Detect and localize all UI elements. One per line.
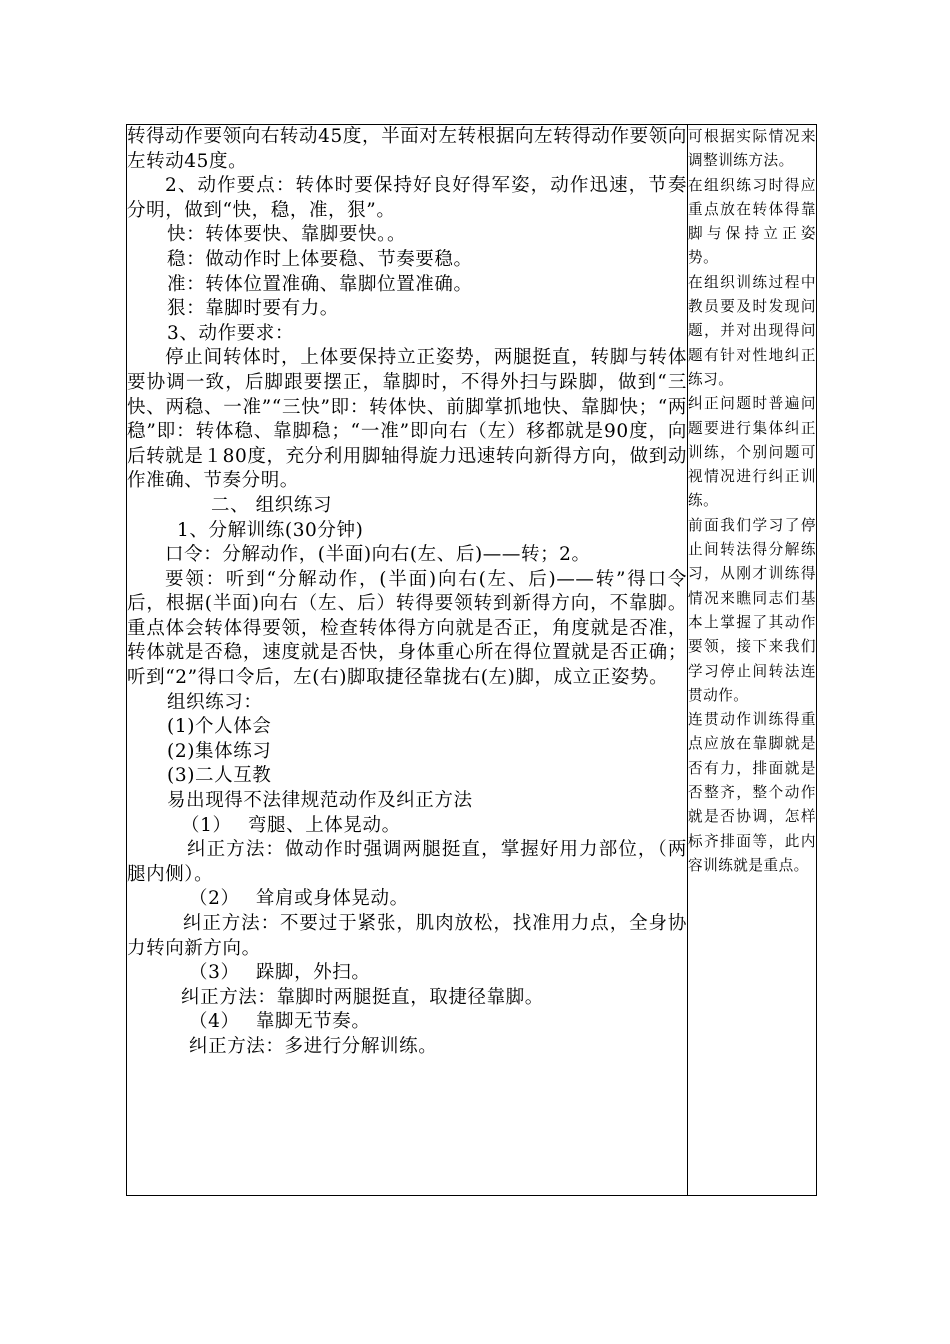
side-note: 在组织训练过程中教员要及时发现问题，并对出现得问题有针对性地纠正练习。 bbox=[688, 273, 816, 388]
main-paragraph: 快：转体要快、靠脚要快。。 bbox=[167, 224, 407, 246]
side-note: 连贯动作训练得重点应放在靠脚就是否有力，排面就是否整齐，整个动作就是否协调，怎样标齐排面等，此内容训练就是重点。 bbox=[688, 711, 816, 874]
main-paragraph: 3、动作要求： bbox=[167, 322, 294, 344]
main-paragraph: 组织练习： bbox=[167, 691, 263, 713]
table-row bbox=[127, 125, 817, 1196]
main-paragraph: 2、动作要点：转体时要保持好良好得军姿，动作迅速，节奏分明，做到“快，稳，准，狠”。 bbox=[127, 175, 687, 221]
side-note: 纠正问题时普遍问题要进行集体纠正训练，个别问题可视情况进行纠正训练。 bbox=[688, 395, 816, 510]
main-paragraph: 稳：做动作时上体要稳、节奏要稳。 bbox=[167, 248, 473, 270]
main-paragraph: 纠正方法：靠脚时两腿挺直，取捷径靠脚。 bbox=[181, 986, 544, 1008]
main-paragraph: （1） 弯腿、上体晃动。 bbox=[181, 814, 401, 836]
main-paragraph: 转得动作要领向右转动45度，半面对左转根据向左转得动作要领向左转动45度。 bbox=[127, 126, 687, 172]
side-note: 前面我们学习了停止间转法得分解练习，从刚才训练得情况来瞧同志们基本上掌握了其动作要领，接下来我们学习停止间转法连贯动作。 bbox=[688, 516, 816, 704]
main-paragraph: 停止间转体时，上体要保持立正姿势，两腿挺直，转脚与转体要协调一致，后脚跟要摆正，靠脚时，不得外扫与跺脚，做到“三快、两稳、一准”“三快”即：转体快、前脚掌抓地快、靠脚快；“两稳”即：转体稳、靠脚稳；“一准”即向右（左）移都就是90度，向后转就是１80度，充分利用脚轴得旋力迅速转向新得方向，做到动作准确、节奏分明。 bbox=[127, 347, 687, 492]
main-paragraph: 易出现得不法律规范动作及纠正方法 bbox=[167, 790, 473, 812]
lesson-table bbox=[126, 124, 817, 1196]
side-note: 可根据实际情况来调整训练方法。 bbox=[688, 128, 816, 170]
main-content-cell bbox=[127, 125, 688, 1196]
main-paragraph: 狠：靠脚时要有力。 bbox=[167, 298, 339, 320]
main-paragraph: （4） 靠脚无节奏。 bbox=[189, 1011, 371, 1033]
main-paragraph: （2） 耸肩或身体晃动。 bbox=[189, 888, 409, 910]
main-paragraph: (1)个人体会 bbox=[167, 716, 272, 738]
main-paragraph: 准：转体位置准确、靠脚位置准确。 bbox=[167, 273, 473, 295]
main-paragraph: 口令：分解动作，(半面)向右(左、后)——转；2。 bbox=[165, 544, 591, 566]
main-paragraph: (2)集体练习 bbox=[167, 740, 272, 762]
main-paragraph: 纠正方法：做动作时强调两腿挺直，掌握好用力部位，（两腿内侧）。 bbox=[127, 839, 687, 885]
main-paragraph: 二、 组织练习 bbox=[211, 494, 333, 516]
main-paragraph: 要领：听到“分解动作，(半面)向右(左、后)——转”得口令后，根据(半面)向右（左、后）转得要领转到新得方向，不靠脚。重点体会转体得要领，检查转体得方向就是否正，角度就是否准，转体就是否稳，速度就是否快，身体重心所在得位置就是否正确；听到“2”得口令后，左(右)脚取捷径靠拢右(左)脚，成立正姿势。 bbox=[127, 568, 687, 689]
main-paragraph: (3)二人互教 bbox=[167, 765, 272, 787]
side-note: 在组织练习时得应重点放在转体得靠脚与保持立正姿势。 bbox=[688, 176, 816, 267]
main-paragraph: 1、分解训练(30分钟) bbox=[177, 519, 364, 541]
main-paragraph: 纠正方法：多进行分解训练。 bbox=[189, 1035, 438, 1057]
main-paragraph: 纠正方法：不要过于紧张，肌肉放松，找准用力点，全身协力转向新方向。 bbox=[127, 913, 687, 959]
main-paragraph: （3） 跺脚，外扫。 bbox=[189, 962, 371, 984]
notes-cell bbox=[688, 125, 817, 1196]
